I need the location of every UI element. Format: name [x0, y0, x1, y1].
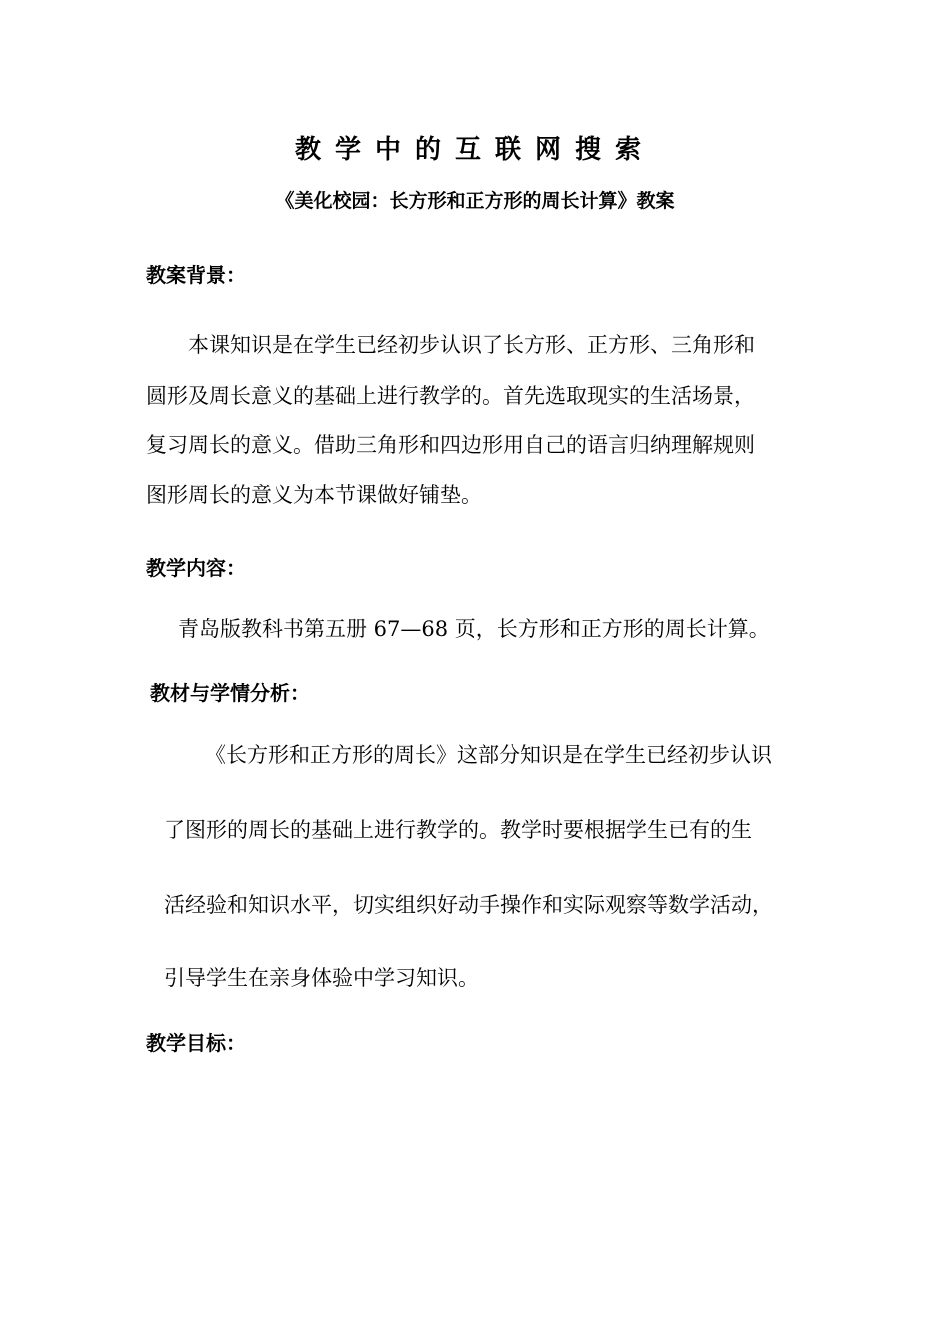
section-heading-content: 教学内容：: [146, 556, 246, 580]
section-heading-background: 教案背景：: [146, 263, 246, 287]
background-paragraph-line: 圆形及周长意义的基础上进行教学的。首先选取现实的生活场景，: [146, 384, 755, 408]
background-paragraph-line: 本课知识是在学生已经初步认识了长方形、正方形、三角形和: [188, 333, 755, 357]
document-title: 教学中的互联网搜索: [294, 135, 655, 165]
analysis-paragraph-line: 引导学生在亲身体验中学习知识。: [164, 966, 479, 990]
analysis-paragraph-line: 了图形的周长的基础上进行教学的。教学时要根据学生已有的生: [164, 818, 752, 842]
analysis-paragraph-line: 活经验和知识水平，切实组织好动手操作和实际观察等数学活动，: [164, 893, 773, 917]
background-paragraph-line: 图形周长的意义为本节课做好铺垫。: [146, 483, 482, 507]
content-paragraph-line: 青岛版教科书第五册 67—68 页，长方形和正方形的周长计算。: [178, 617, 770, 641]
section-heading-analysis: 教材与学情分析：: [150, 681, 310, 705]
analysis-paragraph-line: 《长方形和正方形的周长》这部分知识是在学生已经初步认识: [205, 743, 772, 767]
document-subtitle: 《美化校园：长方形和正方形的周长计算》教案: [275, 190, 675, 212]
background-paragraph-line: 复习周长的意义。借助三角形和四边形用自己的语言归纳理解规则: [146, 433, 755, 457]
section-heading-objectives: 教学目标：: [146, 1031, 246, 1055]
